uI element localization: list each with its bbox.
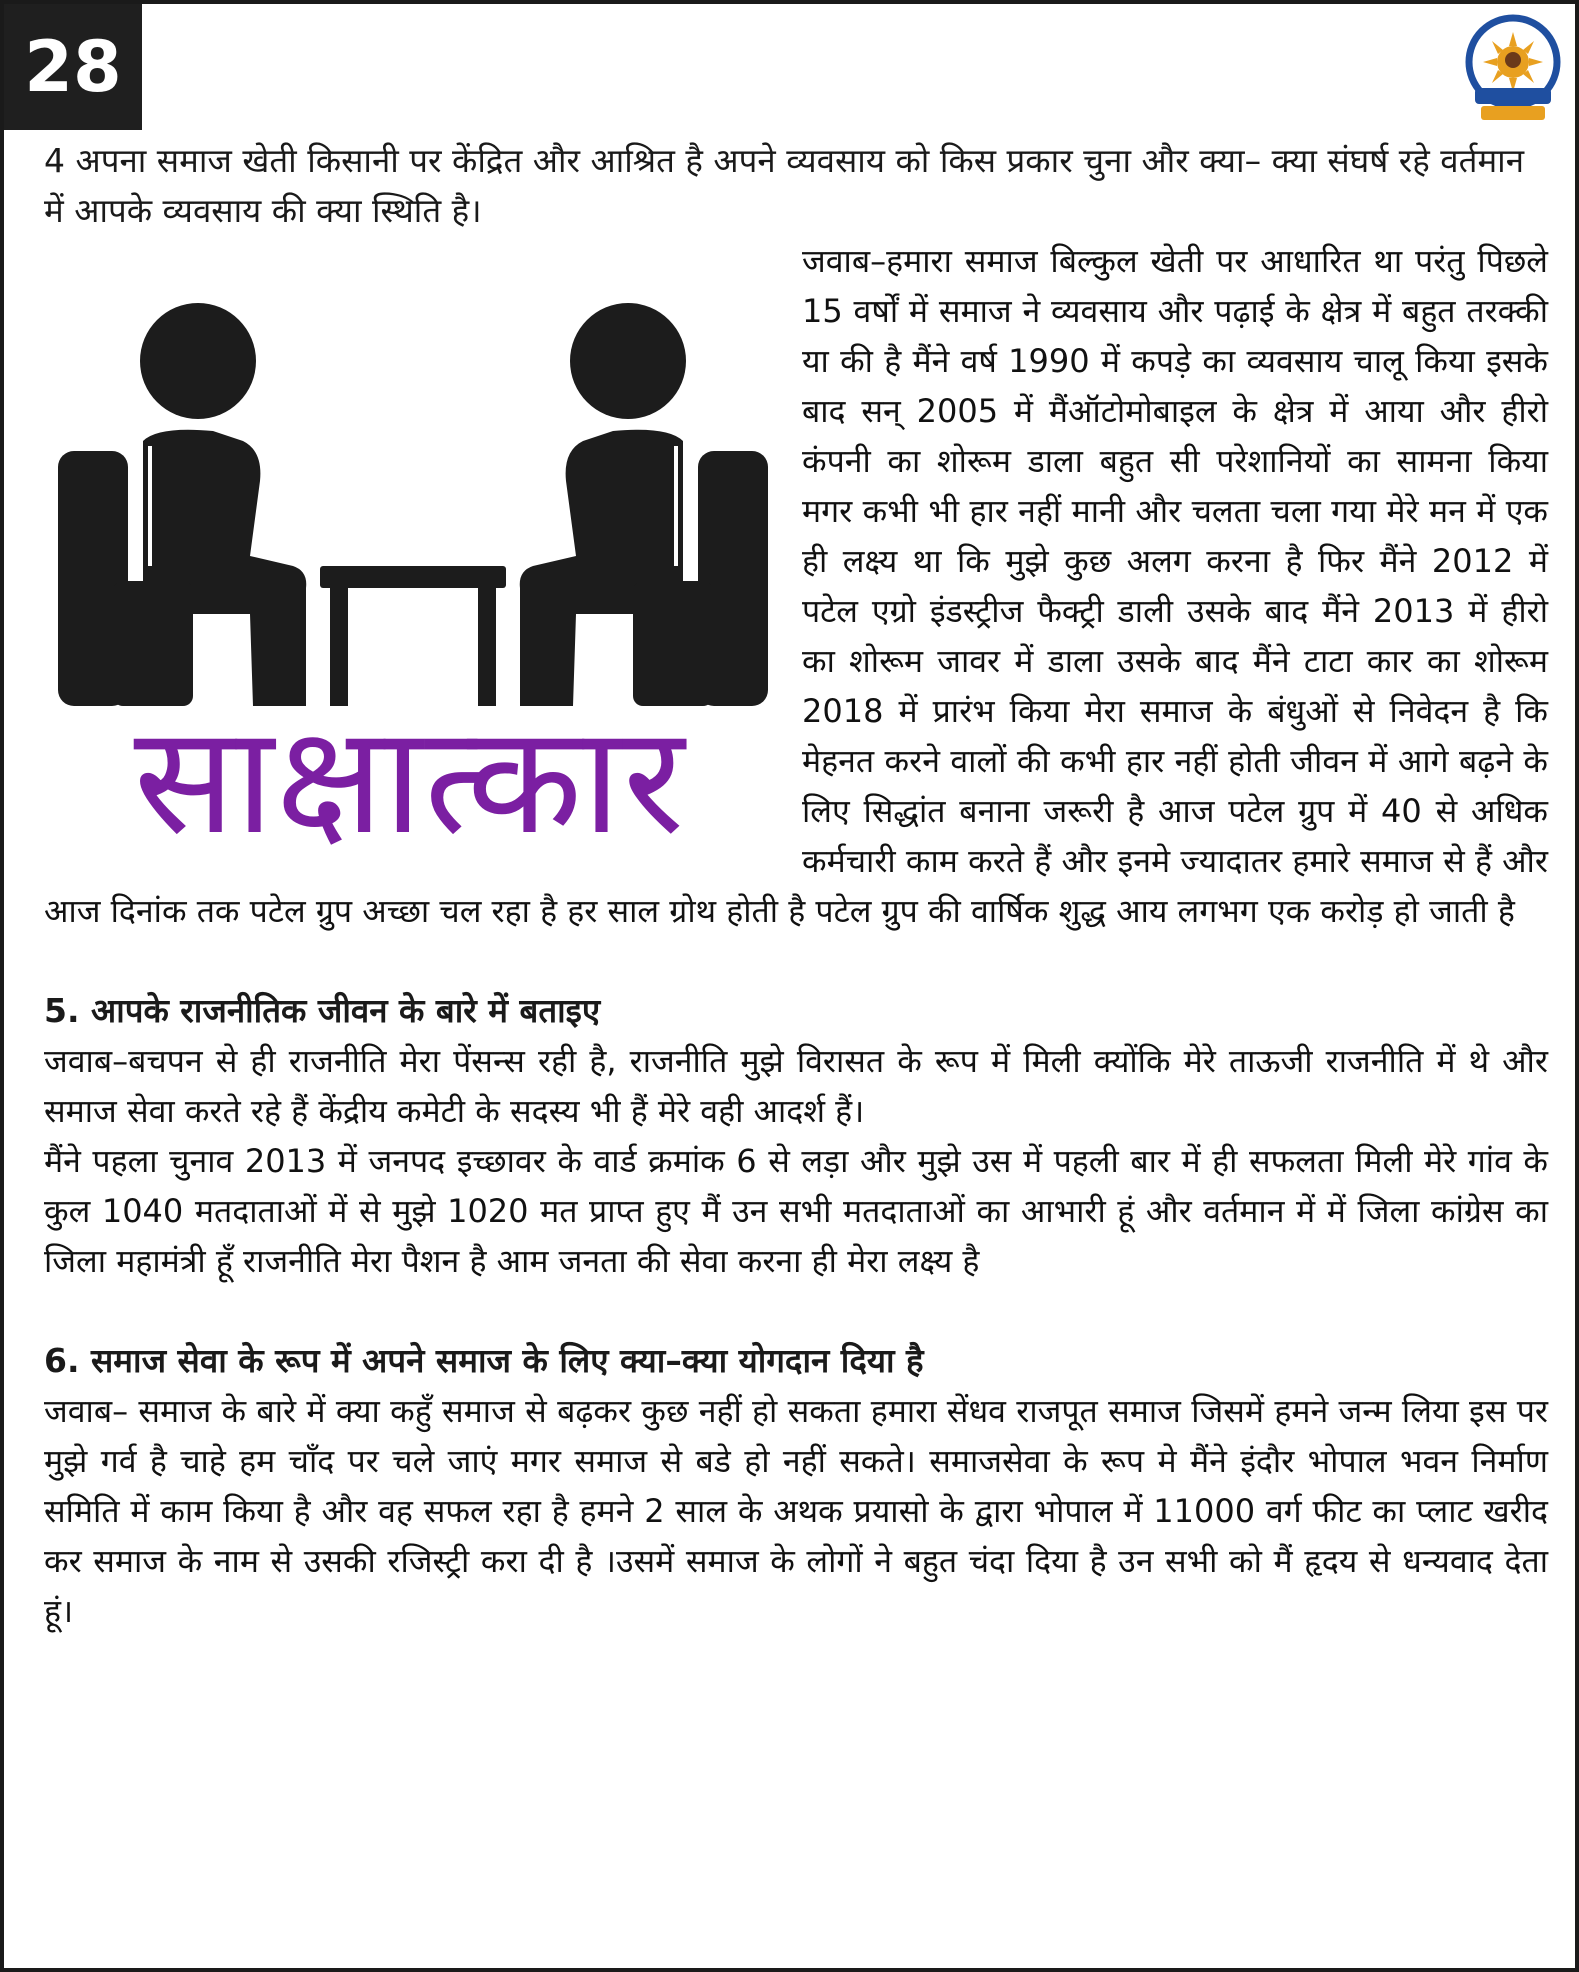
answer-6: जवाब– समाज के बारे में क्या कहुँ समाज से बढ़कर कुछ नहीं हो सकता हमारा सेंधव राजपूत समाज जिसमें हमने जन्म लिया इस पर मुझे गर्व है चाहे हम चाँद पर चले जाएं मगर समाज से बडे हो नहीं सकते। समाजसेवा के रूप मे मैंने इंदौर भोपाल भवन निर्माण समिति में काम किया है और वह सफल रहा है हमने 2 साल के अथक प्रयासो के द्वारा भोपाल में 11000 वर्ग फीट का प्लाट खरीद कर समाज के नाम से उसकी रजिस्ट्री करा दी है ।उसमें समाज के लोगों ने बहुत चंदा दिया है उन सभी को मैं हृदय से धन्यवाद देता हूं।	[44, 1392, 1548, 1630]
page-number: 28	[4, 4, 142, 130]
figure-title-word: साक्षात्कार	[133, 694, 687, 868]
interview-chairs-icon	[38, 236, 788, 706]
question-5: 5. आपके राजनीतिक जीवन के बारे में बताइए	[44, 991, 601, 1030]
section-gap	[44, 1286, 1548, 1336]
interview-illustration	[38, 236, 788, 868]
article-body	[44, 136, 1548, 1636]
answer-4: जवाब–हमारा समाज बिल्कुल खेती पर आधारित था परंतु पिछले 15 वर्षों में समाज ने व्यवसाय और पढ़ाई के क्षेत्र में बहुत तरक्की या की है मैंने वर्ष 1990 में कपड़े का व्यवसाय चालू किया इसके बाद सन् 2005 में मैंऑटोमोबाइल के क्षेत्र में आया और हीरो कंपनी का शोरूम डाला बहुत सी परेशानियों का सामना किया मगर कभी भी हार नहीं मानी और चलता चला गया मेरे मन में एक ही लक्ष्य था कि मुझे कुछ अलग करना है फिर मैंने 2012 में पटेल एग्रो इंडस्ट्रीज फैक्ट्री डाली उसके बाद मैंने 2013 में हीरो का शोरूम जावर में डाला उसके बाद मैंने टाटा कार का शोरूम 2018 में प्रारंभ किया मेरा समाज के बंधुओं से निवेदन है कि मेहनत करने वालों की कभी हार नहीं होती जीवन में आगे बढ़ने के लिए सिद्धांत बनाना जरूरी है आज पटेल ग्रुप में 40 से अधिक कर्मचारी काम करते हैं और इनमे ज्यादातर हमारे समाज से हैं और आज दिनांक तक पटेल ग्रुप अच्छा चल रहा है हर साल ग्रोथ होती है पटेल ग्रुप की वार्षिक शुद्ध आय लगभग एक करोड़ हो जाती है	[44, 242, 1548, 930]
question-6: 6. समाज सेवा के रूप में अपने समाज के लिए क्या–क्या योगदान दिया है	[44, 1341, 924, 1380]
section-gap	[44, 936, 1548, 986]
samaj-logo	[1463, 14, 1563, 126]
sun-emblem-icon	[1463, 14, 1563, 126]
question-4: 4 अपना समाज खेती किसानी पर केंद्रित और आश्रित है अपने व्यवसाय को किस प्रकार चुना और क्या– क्या संघर्ष रहे वर्तमान में आपके व्यवसाय की क्या स्थिति है।	[44, 141, 1525, 230]
answer-5: जवाब–बचपन से ही राजनीति मेरा पेंसन्स रही है, राजनीति मुझे विरासत के रूप में मिली क्योंकि मेरे ताऊजी राजनीति में थे और समाज सेवा करते रहे हैं केंद्रीय कमेटी के सदस्य भी हैं मेरे वही आदर्श हैं।	[44, 1042, 1548, 1130]
answer-5-continued: मैंने पहला चुनाव 2013 में जनपद इच्छावर के वार्ड क्रमांक 6 से लड़ा और मुझे उस में पहली बार में ही सफलता मिली मेरे गांव के कुल 1040 मतदाताओं में से मुझे 1020 मत प्राप्त हुए मैं उन सभी मतदाताओं का आभारी हूं और वर्तमान में में जिला कांग्रेस का जिला महामंत्री हूँ राजनीति मेरा पैशन है आम जनता की सेवा करना ही मेरा लक्ष्य है	[44, 1142, 1548, 1280]
